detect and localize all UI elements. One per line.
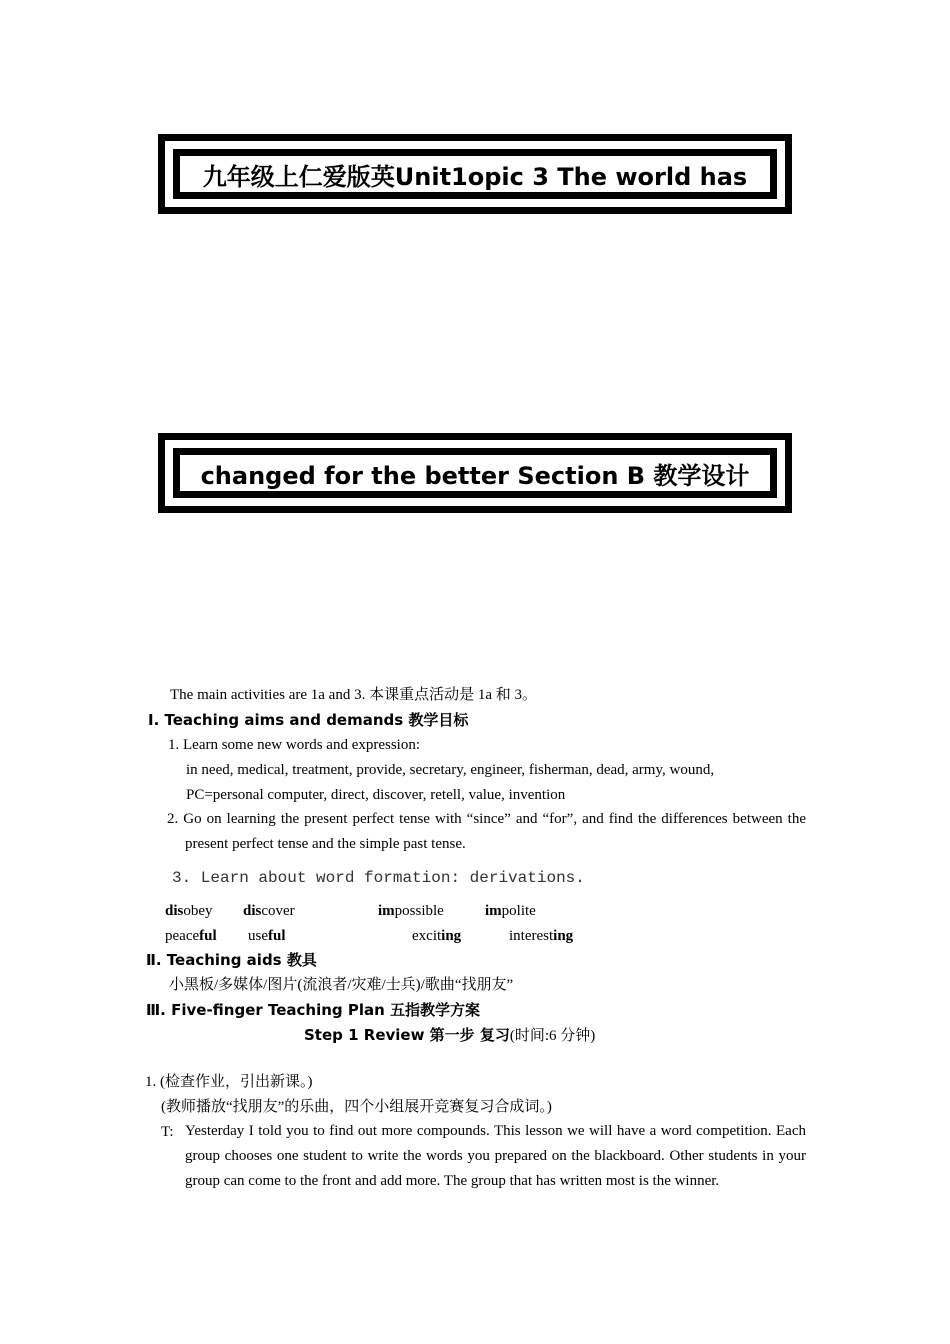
derivation-discover: discover <box>243 903 295 919</box>
derivation-exciting: exciting <box>412 928 462 944</box>
title-text-1: 九年级上仁爱版英Unit1opic 3 The world has <box>202 162 748 191</box>
title-text-2: changed for the better Section B 教学设计 <box>200 461 750 490</box>
review-point-1: 1. (检查作业，引出新课。) <box>145 1074 313 1090</box>
teacher-speaker-label: T: <box>161 1124 174 1140</box>
derivation-useful: useful <box>248 928 286 944</box>
vocab-line-1: in need, medical, treatment, provide, secretary, engineer, fisherman, dead, army, wound, <box>186 762 715 778</box>
derivation-impolite: impolite <box>485 903 536 919</box>
vocab-line-2: PC=personal computer, direct, discover, retell, value, invention <box>186 787 566 803</box>
derivation-interesting: interesting <box>509 928 574 944</box>
step-1-time: (时间:6 分钟) <box>509 1028 596 1044</box>
aim-item-2-text: 2. Go on learning the present perfect tense with “since” and “for”, and find the differences between the present perfect tense and the simple past tense. <box>167 811 806 852</box>
aim-item-2 <box>167 807 806 857</box>
title-banner-1 <box>158 134 792 214</box>
teacher-speech: Yesterday I told you to find out more compounds. This lesson we will have a word competition. Each group chooses one student to write the words you prepared on the blackboard. Other students in your group can come to the front and add more. The group that has written most is the winner. <box>185 1123 806 1189</box>
section-3-heading: Ⅲ. Five-finger Teaching Plan 五指教学方案 <box>146 1001 481 1019</box>
step-1-label: Step 1 Review 第一步 复习 <box>304 1026 510 1044</box>
intro-text: The main activities are 1a and 3. 本课重点活动是 1a 和 3。 <box>170 687 537 703</box>
aim-item-3: 3. Learn about word formation: derivations. <box>172 869 585 887</box>
derivation-disobey: disobey <box>165 903 213 919</box>
section-2-heading: Ⅱ. Teaching aids 教具 <box>146 951 317 969</box>
title-banner-2 <box>158 433 792 513</box>
section-1-heading: Ⅰ. Teaching aims and demands 教学目标 <box>148 711 469 729</box>
aim-item-1: 1. Learn some new words and expression: <box>168 737 421 753</box>
step-1-title <box>304 1025 595 1046</box>
teaching-aids-content: 小黑板/多媒体/图片(流浪者/灾难/士兵)/歌曲“找朋友” <box>169 977 514 993</box>
derivation-impossible: impossible <box>378 903 444 919</box>
derivation-peaceful: peaceful <box>165 928 217 944</box>
teacher-note: (教师播放“找朋友”的乐曲，四个小组展开竞赛复习合成词。) <box>161 1099 552 1115</box>
